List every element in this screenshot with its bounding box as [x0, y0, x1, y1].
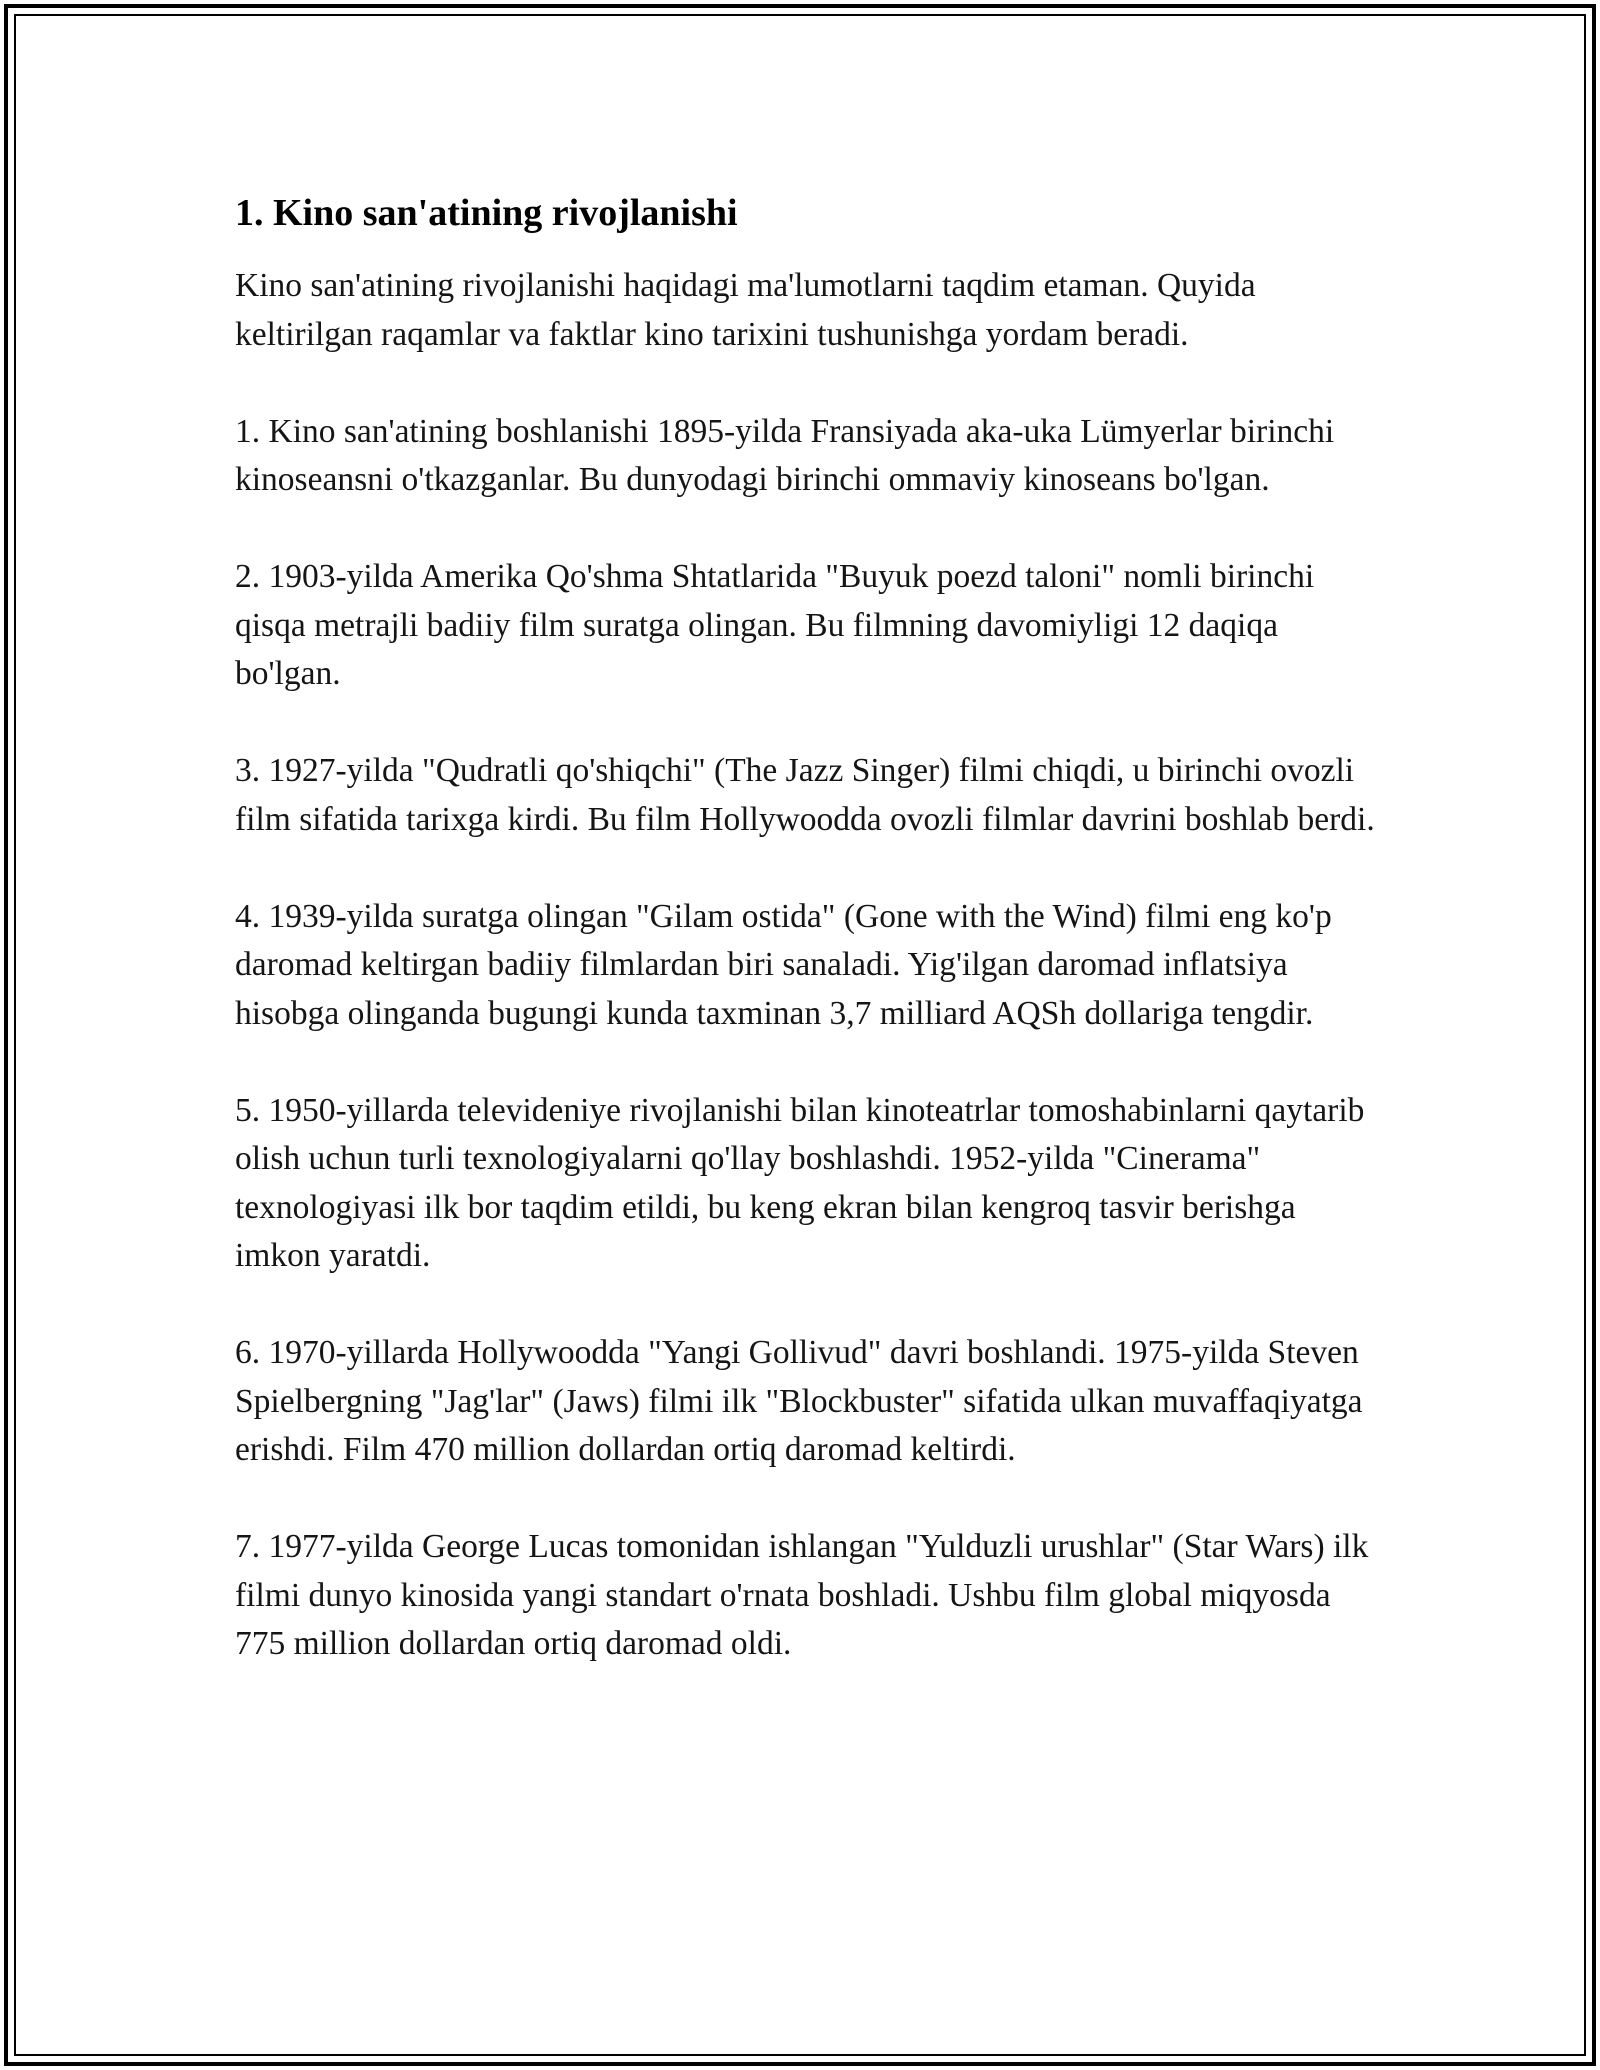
list-item-5: 5. 1950-yillarda televideniye rivojlanishi bilan kinoteatrlar tomoshabinlarni qaytarib olish uchun turli texnologiyalarni qo'llay boshlashdi. 1952-yilda "Cinerama" texnologiyasi ilk bor taqdim etildi, bu keng ekran bilan kengroq tasvir berishga imkon yaratdi.	[235, 1091, 1365, 1274]
document-title: 1. Kino san'atining rivojlanishi	[235, 192, 738, 234]
list-item-1: 1. Kino san'atining boshlanishi 1895-yilda Fransiyada aka-uka Lümyerlar birinchi kinoseansni o'tkazganlar. Bu dunyodagi birinchi ommaviy kinoseans bo'lgan.	[235, 412, 1335, 498]
list-item-2: 2. 1903-yilda Amerika Qo'shma Shtatlarida "Buyuk poezd taloni" nomli birinchi qisqa metrajli badiiy film suratga olingan. Bu filmning davomiyligi 12 daqiqa bo'lgan.	[235, 558, 1315, 692]
list-item-6: 6. 1970-yillarda Hollywoodda "Yangi Gollivud" davri boshlandi. 1975-yilda Steven Spielbergning "Jag'lar" (Jaws) filmi ilk "Blockbuster" sifatida ulkan muvaffaqiyatga erishdi. Film 470 million dollardan ortiq daromad keltirdi.	[235, 1334, 1363, 1468]
list-item-7: 7. 1977-yilda George Lucas tomonidan ishlangan "Yulduzli urushlar" (Star Wars) ilk filmi dunyo kinosida yangi standart o'rnata boshladi. Ushbu film global miqyosda 775 million dollardan ortiq daromad oldi.	[235, 1528, 1369, 1662]
list-item-3: 3. 1927-yilda "Qudratli qo'shiqchi" (The Jazz Singer) filmi chiqdi, u birinchi ovozli film sifatida tarixga kirdi. Bu film Hollywoodda ovozli filmlar davrini boshlab berdi.	[235, 752, 1375, 838]
list-item-4: 4. 1939-yilda suratga olingan "Gilam ostida" (Gone with the Wind) filmi eng ko'p daromad keltirgan badiiy filmlardan biri sanaladi. Yig'ilgan daromad inflatsiya hisobga olinganda bugungi kunda taxminan 3,7 milliard AQSh dollariga tengdir.	[235, 897, 1332, 1032]
document-body	[235, 188, 1375, 1717]
intro-paragraph: Kino san'atining rivojlanishi haqidagi ma'lumotlarni taqdim etaman. Quyida keltirilgan raqamlar va faktlar kino tarixini tushunishga yordam beradi.	[235, 267, 1256, 353]
